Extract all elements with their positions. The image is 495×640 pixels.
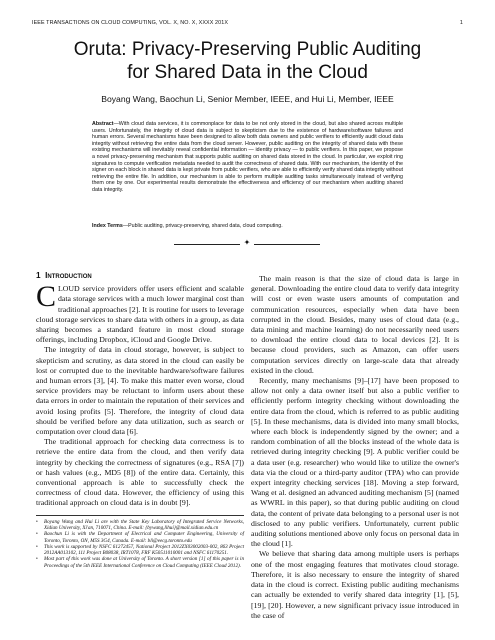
intro-paragraph-2: The integrity of data in cloud storage, however, is subject to skepticism and scrutiny, as data stored in the cloud can easily be lost or corrupted due to the inevitable hardware/software failures and human errors [3], [4]. To make this matter even worse, cloud service providers may be reluctant to inform users about these data errors in order to maintain the reputation of their services and avoid losing profits [5]. Therefore, the integrity of cloud data should be verified before any data utilization, such as search or computation over cloud data [6]. <box>36 345 244 437</box>
left-column <box>36 271 244 569</box>
journal-header: IEEE TRANSACTIONS ON CLOUD COMPUTING, VOL. X, NO. X, XXXX 201X <box>32 20 229 26</box>
intro-paragraph-1 <box>36 280 244 345</box>
divider-rule-right <box>254 244 320 245</box>
index-terms <box>92 223 403 230</box>
abstract-text: —With cloud data services, it is commonplace for data to be not only stored in the cloud, but also shared across multiple users. Unfortunately, the integrity of cloud data is subject to skepticism due to the existence of hardware/software failures and human errors. Several mechanisms have been designed to allow both data owners and public verifiers to efficiently audit cloud data integrity without retrieving the entire data from the cloud server. However, public auditing on the integrity of shared data with these existing mechanisms will inevitably reveal confidential information — identity privacy — to public verifiers. In this paper, we propose a novel privacy-preserving mechanism that supports public auditing on shared data stored in the cloud. In particular, we exploit ring signatures to compute verification metadata needed to audit the correctness of shared data. With our mechanism, the identity of the signer on each block in shared data is kept private from public verifiers, who are able to efficiently verify shared data integrity without retrieving the entire file. In addition, our mechanism is able to perform multiple auditing tasks simultaneously instead of verifying them one by one. Our experimental results demonstrate the effectiveness and efficiency of our mechanism when auditing shared data integrity. <box>92 121 403 193</box>
title-line-2: for Shared Data in the Cloud <box>127 62 368 83</box>
index-terms-label: Index Terms <box>92 223 123 229</box>
section-heading <box>36 271 244 281</box>
intro-paragraph-4: The main reason is that the size of cloud data is large in general. Downloading the entire cloud data to verify data integrity will cost or even waste users amounts of computation and communication resources, especially when data have been corrupted in the cloud. Besides, many uses of cloud data (e.g., data mining and machine learning) do not necessarily need users to download the entire cloud data to local devices [2]. It is because cloud providers, such as Amazon, can offer users computation services directly on large-scale data that already existed in the cloud. <box>251 274 459 375</box>
drop-cap: C <box>36 280 57 314</box>
footnote: • Boyang Wang and Hui Li are with the State Key Laboratory of Integrated Service Networks, Xidian University, Xi'an, 710071, China. E-mail: {bywang,lihui}@mail.xidian.edu.cn <box>36 518 244 531</box>
footnote: • Most part of this work was done at University of Toronto. A short version [1] of this paper is in Proceedings of the 5th IEEE International Conference on Cloud Computing (IEEE Cloud 2012). <box>36 556 244 569</box>
footnotes <box>36 515 244 569</box>
intro-paragraph-6: We believe that sharing data among multiple users is perhaps one of the most engaging features that motivates cloud storage. Therefore, it is also necessary to ensure the integrity of shared data in the cloud is correct. Existing public auditing mechanisms can actually be extended to verify shared data integrity [1], [5], [19], [20]. However, a new significant privacy issue introduced in the case of <box>251 549 459 620</box>
paper-title <box>40 38 455 84</box>
author-list: Boyang Wang, Baochun Li, Senior Member, IEEE, and Hui Li, Member, IEEE <box>101 94 394 104</box>
abstract <box>92 121 403 194</box>
index-terms-text: —Public auditing, privacy-preserving, shared data, cloud computing. <box>122 223 283 229</box>
section-divider <box>174 240 320 248</box>
running-header <box>32 20 463 26</box>
intro-paragraph-5: Recently, many mechanisms [9]–[17] have been proposed to allow not only a data owner itself but also a public verifier to efficiently perform integrity checking without downloading the entire data from the cloud, which is referred to as public auditing [5]. In these mechanisms, data is divided into many small blocks, where each block is independently signed by the owner; and a random combination of all the blocks instead of the whole data is retrieved during integrity checking [9]. A public verifier could be a data user (e.g. researcher) who would like to utilize the owner's data via the cloud or a third-party auditor (TPA) who can provide expert integrity checking services [18]. Moving a step forward, Wang et al. designed an advanced auditing mechanism [5] (named as WWRL in this paper), so that during public auditing on cloud data, the content of private data belonging to a personal user is not disclosed to any public verifiers. Unfortunately, current public auditing solutions mentioned above only focus on personal data in the cloud [1]. <box>251 376 459 549</box>
title-line-1: Oruta: Privacy-Preserving Public Auditing <box>73 39 422 60</box>
footnote: • This work is supported by NSFC 61272457, National Project 2012ZX03002003-002, 863 Project 2012AA013102, 111 Project B08038, IRT1078, FRF K50511010001 and NSFC 61170251. <box>36 543 244 557</box>
right-column <box>251 274 459 621</box>
section-number: 1 <box>36 271 41 280</box>
abstract-label: Abstract <box>92 121 114 127</box>
section-title: Introduction <box>45 271 92 280</box>
intro-paragraph-3: The traditional approach for checking data correctness is to retrieve the entire data from the cloud, and then verify data integrity by checking the correctness of signatures (e.g., RSA [7]) or hash values (e.g., MD5 [8]) of the entire data. Certainly, this conventional approach is able to successfully check the correctness of cloud data. However, the efficiency of using this traditional approach on cloud data is in doubt [9]. <box>36 437 244 508</box>
page-number: 1 <box>459 20 463 26</box>
divider-star-icon: ✦ <box>243 238 251 247</box>
footnote: • Baochun Li is with the Department of Electrical and Computer Engineering, University of Toronto, Toronto, ON, M5S 3G4, Canada. E-mail: bli@eecg.toronto.edu <box>36 531 244 544</box>
drop-cap-lead: LOUD <box>58 284 80 294</box>
intro-p1-text: service providers offer users efficient and scalable data storage services with a much lower marginal cost than traditional approaches [2]. It is routine for users to leverage cloud storage services to share data with others in a group, as data sharing becomes a standard feature in most cloud storage offerings, including Dropbox, iCloud and Google Drive. <box>36 284 244 345</box>
